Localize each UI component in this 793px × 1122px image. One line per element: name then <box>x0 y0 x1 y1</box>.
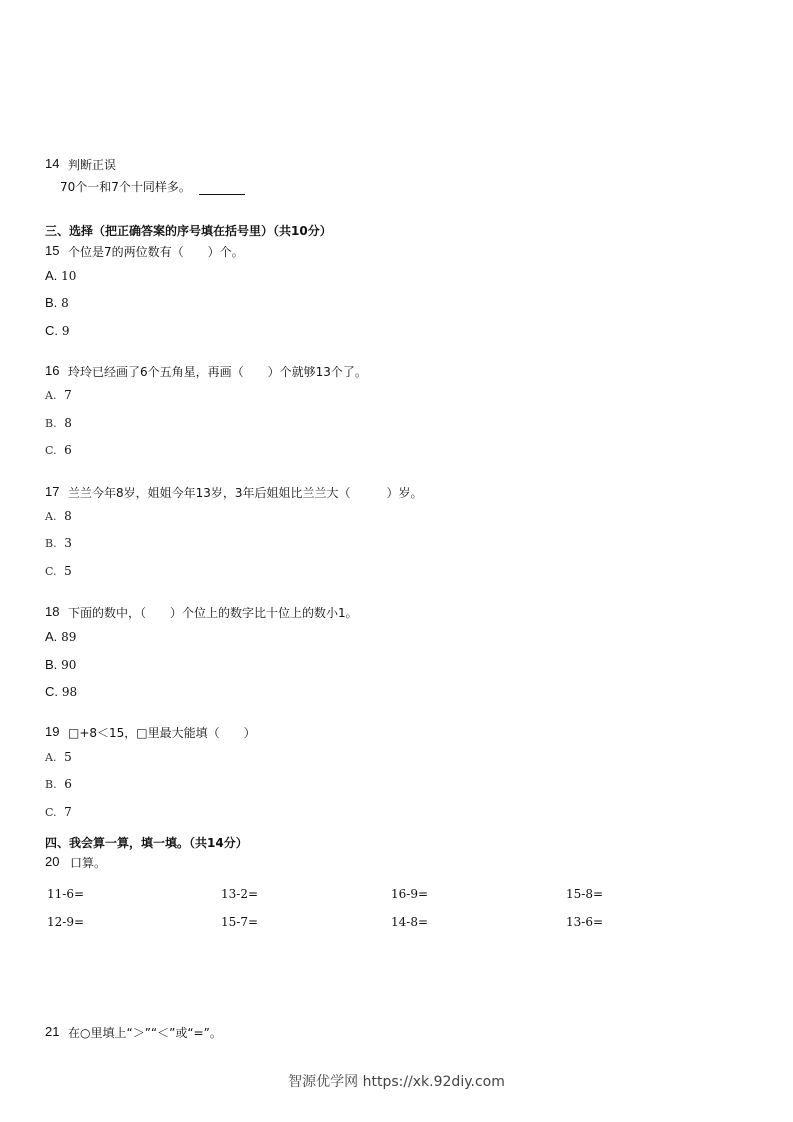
question-number: 19 <box>45 724 60 739</box>
calc-item: 15-8= <box>566 887 604 901</box>
option-c[interactable] <box>45 805 72 819</box>
option-value: 5 <box>64 750 72 764</box>
calc-item: 12-9= <box>47 915 85 929</box>
option-letter: C. <box>45 444 57 457</box>
calc-item: 13-6= <box>566 915 604 929</box>
question-text: 口算。 <box>70 856 107 870</box>
option-a[interactable] <box>45 509 72 523</box>
option-a[interactable] <box>45 750 72 764</box>
option-letter: B. <box>45 537 57 550</box>
option-value: 6 <box>64 777 72 791</box>
question-number: 14 <box>45 156 60 171</box>
question-number: 16 <box>45 363 60 378</box>
statement-text: 70个一和7个十同样多。 <box>60 180 191 194</box>
question-text: 下面的数中，（ ）个位上的数字比十位上的数小1。 <box>68 606 358 620</box>
option-a[interactable] <box>45 268 76 283</box>
option-value: 5 <box>64 564 72 578</box>
option-letter: C. <box>45 323 58 338</box>
option-letter: A. <box>45 389 57 402</box>
question-text: 兰兰今年8岁，姐姐今年13岁，3年后姐姐比兰兰大（ ）岁。 <box>68 486 423 500</box>
option-value: 10 <box>61 269 77 283</box>
option-value: 90 <box>61 658 77 672</box>
footer-watermark: 智源优学网 https://xk.92diy.com <box>288 1074 505 1090</box>
option-value: 9 <box>61 324 70 338</box>
option-value: 8 <box>64 416 72 430</box>
option-c[interactable] <box>45 684 77 699</box>
option-letter: B. <box>45 778 57 791</box>
question-text: □+8＜15，□里最大能填（ ） <box>68 726 256 740</box>
option-letter: A. <box>45 751 57 764</box>
section-heading: 四、我会算一算，填一填。（共14分） <box>45 836 248 850</box>
option-letter: C. <box>45 565 57 578</box>
option-value: 7 <box>64 388 72 402</box>
option-letter: A. <box>45 510 57 523</box>
question-number: 20 <box>45 854 60 869</box>
option-value: 8 <box>64 509 72 523</box>
option-letter: B. <box>45 657 58 672</box>
option-letter: B. <box>45 417 57 430</box>
option-a[interactable] <box>45 629 76 644</box>
calc-item: 11-6= <box>47 887 85 901</box>
option-value: 3 <box>64 536 72 550</box>
option-letter: C. <box>45 806 57 819</box>
option-c[interactable] <box>45 564 72 578</box>
calc-item: 14-8= <box>391 915 429 929</box>
option-b[interactable] <box>45 777 72 791</box>
section-heading: 三、选择（把正确答案的序号填在括号里）（共10分） <box>45 224 332 238</box>
option-c[interactable] <box>45 323 69 338</box>
answer-blank[interactable] <box>199 180 245 195</box>
option-letter: A. <box>45 629 58 644</box>
option-letter: B. <box>45 295 58 310</box>
question-text: 玲玲已经画了6个五角星，再画（ ）个就够13个了。 <box>68 365 367 379</box>
option-b[interactable] <box>45 657 76 672</box>
question-number: 17 <box>45 484 60 499</box>
option-value: 6 <box>64 443 72 457</box>
question-text: 在○里填上“＞”“＜”或“=”。 <box>68 1026 222 1040</box>
option-value: 98 <box>61 685 78 699</box>
option-value: 8 <box>61 296 69 310</box>
calc-item: 13-2= <box>221 887 259 901</box>
question-number: 21 <box>45 1024 60 1039</box>
question-text: 个位是7的两位数有（ ）个。 <box>68 245 244 259</box>
option-c[interactable] <box>45 443 72 457</box>
option-b[interactable] <box>45 536 72 550</box>
option-letter: C. <box>45 684 58 699</box>
option-value: 89 <box>61 630 77 644</box>
calc-item: 16-9= <box>391 887 429 901</box>
option-a[interactable] <box>45 388 72 402</box>
calc-item: 15-7= <box>221 915 259 929</box>
option-letter: A. <box>45 268 58 283</box>
option-b[interactable] <box>45 416 72 430</box>
question-number: 18 <box>45 604 60 619</box>
option-b[interactable] <box>45 295 69 310</box>
option-value: 7 <box>64 805 72 819</box>
statement-row <box>60 178 245 195</box>
question-number: 15 <box>45 243 60 258</box>
question-title: 判断正误 <box>68 158 117 172</box>
